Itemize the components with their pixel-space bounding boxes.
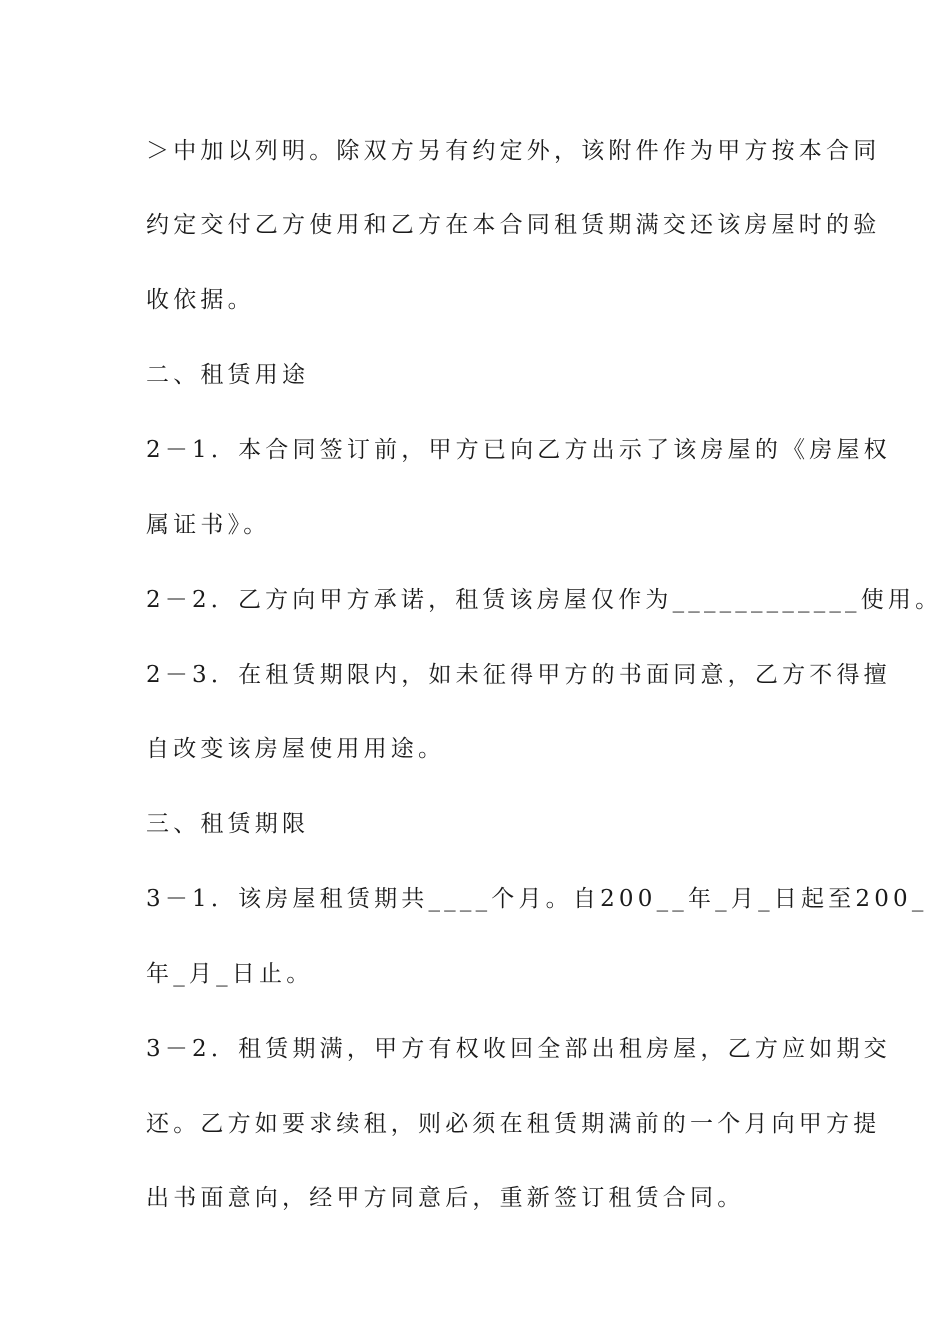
body-text-line: 出书面意向，经甲方同意后，重新签订租赁合同。 xyxy=(146,1185,745,1211)
clause-3-2: 3－2．租赁期满，甲方有权收回全部出租房屋，乙方应如期交 xyxy=(146,1036,891,1062)
body-text-line: 自改变该房屋使用用途。 xyxy=(146,736,446,762)
body-text-line: 年_月_日止。 xyxy=(146,961,314,987)
clause-2-1: 2－1．本合同签订前，甲方已向乙方出示了该房屋的《房屋权 xyxy=(146,437,891,463)
clause-2-3: 2－3．在租赁期限内，如未征得甲方的书面同意，乙方不得擅 xyxy=(146,662,891,688)
body-text-line: 约定交付乙方使用和乙方在本合同租赁期满交还该房屋时的验 xyxy=(146,212,881,238)
body-text-line: ＞中加以列明。除双方另有约定外，该附件作为甲方按本合同 xyxy=(146,138,881,164)
section-heading: 三、租赁期限 xyxy=(146,811,310,837)
body-text-line: 属证书》。 xyxy=(146,512,271,538)
body-text-line: 还。乙方如要求续租，则必须在租赁期满前的一个月向甲方提 xyxy=(146,1111,881,1137)
clause-3-1: 3－1．该房屋租赁期共____个月。自200__年_月_日起至200_ xyxy=(146,886,928,912)
body-text-line: 收依据。 xyxy=(146,287,255,313)
section-heading: 二、租赁用途 xyxy=(146,362,310,388)
clause-2-2: 2－2．乙方向甲方承诺，租赁该房屋仅作为____________使用。 xyxy=(146,587,943,613)
